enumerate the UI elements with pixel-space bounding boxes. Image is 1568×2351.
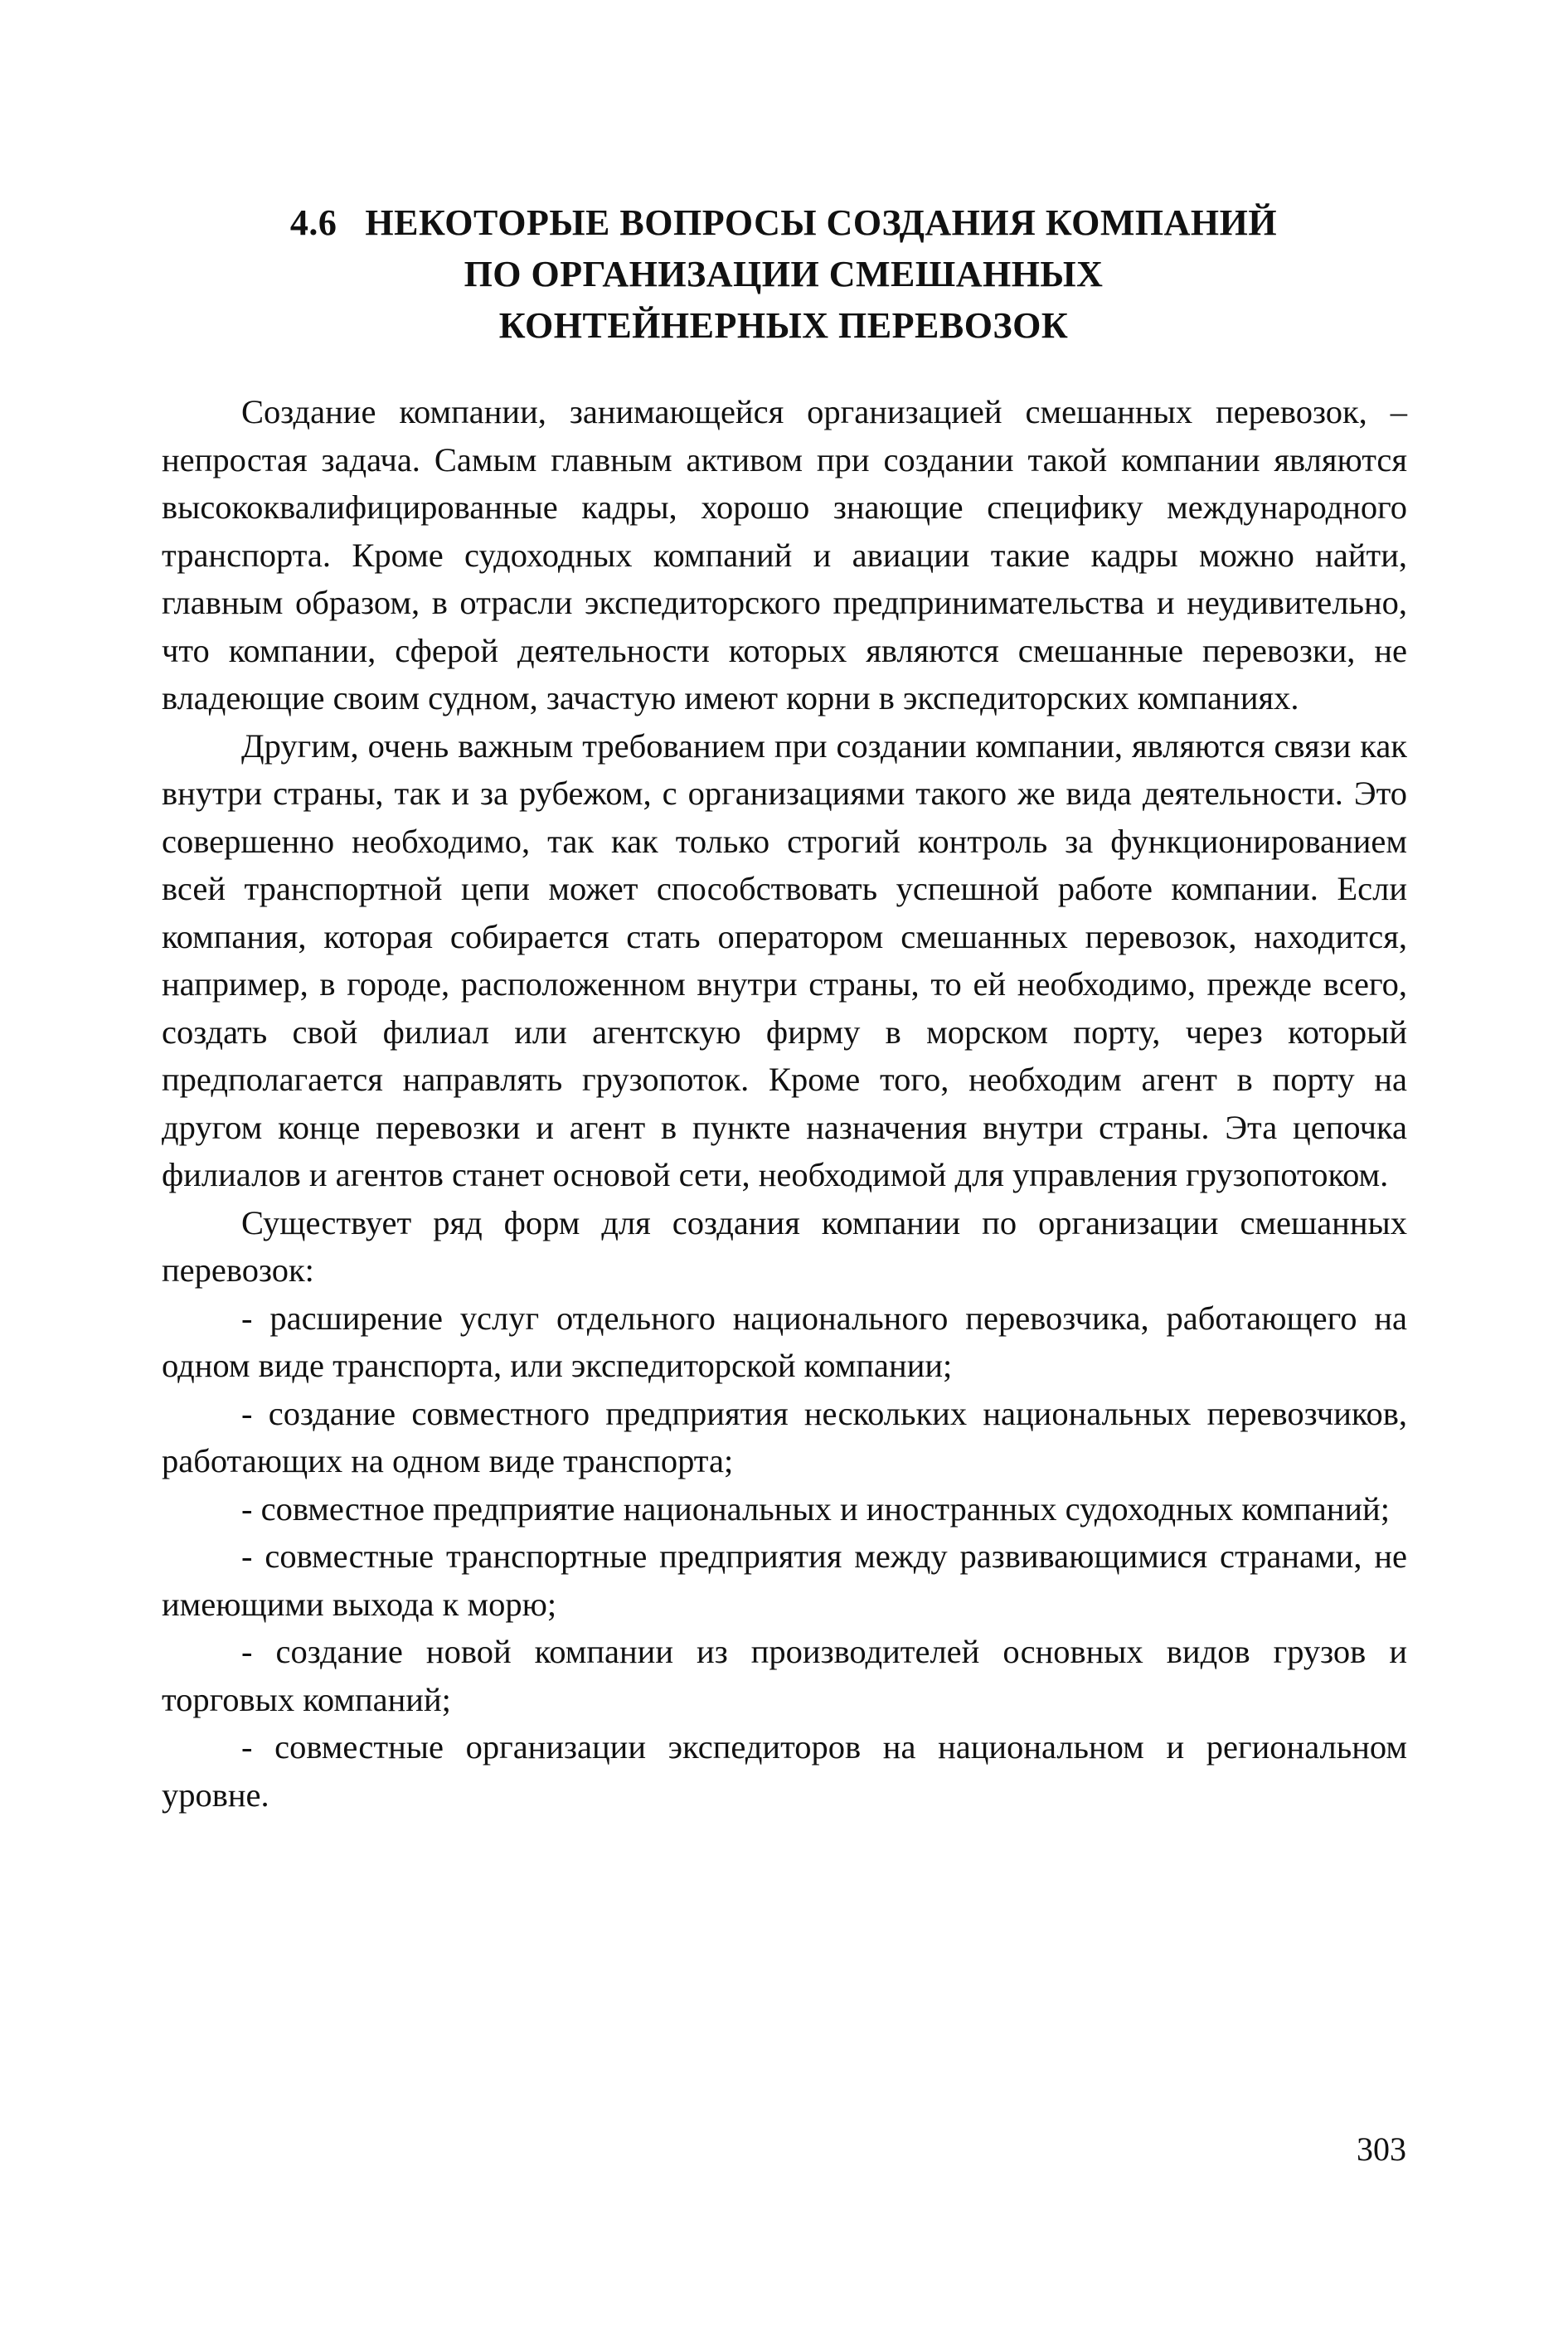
page-number: 303 [1357, 2130, 1406, 2168]
paragraph-requirements: Другим, очень важным требованием при создании компании, являются связи как внутри страны, так и за рубежом, с организациями такого же вида деятельности. Это совершенно необходимо, так как только строгий контроль за функционированием всей транспортной цепи может способствовать успешной работе компании. Если компания, которая собирается стать оператором смешанных перевозок, находится, например, в городе, расположенном внутри страны, то ей необходимо, прежде всего, создать свой филиал или агентскую фирму в морском порту, через который предполагается направлять грузопоток. Кроме того, необходим агент в порту на другом конце перевозки и агент в пункте назначения внутри страны. Эта цепочка филиалов и агентов станет основой сети, необходимой для управления грузопотоком. [162, 726, 1407, 1193]
heading-title-line-1: НЕКОТОРЫЕ ВОПРОСЫ СОЗДАНИЯ КОМПАНИЙ [365, 202, 1278, 243]
heading-title-line-2: ПО ОРГАНИЗАЦИИ СМЕШАННЫХ [464, 254, 1104, 294]
section-number: 4.6 [289, 202, 337, 243]
list-item: - совместные организации экспедиторов на национальном и региональном уровне. [162, 1728, 1407, 1814]
body-text [162, 388, 1407, 1819]
paragraph-forms-intro: Существует ряд форм для создания компании по организации смешанных перевозок: [162, 1203, 1407, 1289]
heading-line-1 [158, 197, 1410, 249]
list-item: - совместные транспортные предприятия между развивающимися странами, не имеющими выхода к морю; [162, 1537, 1407, 1623]
list-item: - создание новой компании из производителей основных видов грузов и торговых компаний; [162, 1633, 1407, 1718]
section-heading [158, 197, 1410, 352]
heading-title-line-3: КОНТЕЙНЕРНЫХ ПЕРЕВОЗОК [498, 305, 1069, 346]
list-item: - создание совместного предприятия нескольких национальных перевозчиков, работающих на одном виде транспорта; [162, 1394, 1407, 1479]
paragraph-intro: Создание компании, занимающейся организацией смешанных перевозок, – непростая задача. Самым главным активом при создании такой компании являются высококвалифицированные кадры, хорошо знающие специфику международного транспорта. Кроме судоходных компаний и авиации такие кадры можно найти, главным образом, в отрасли экспедиторского предпринимательства и неудивительно, что компании, сферой деятельности которых являются смешанные перевозки, не владеющие своим судном, зачастую имеют корни в экспедиторских компаниях. [162, 393, 1407, 716]
list-item: - совместное предприятие национальных и иностранных судоходных компаний; [241, 1489, 1390, 1528]
list-item: - расширение услуг отдельного национального перевозчика, работающего на одном виде транспорта, или экспедиторской компании; [162, 1299, 1407, 1384]
